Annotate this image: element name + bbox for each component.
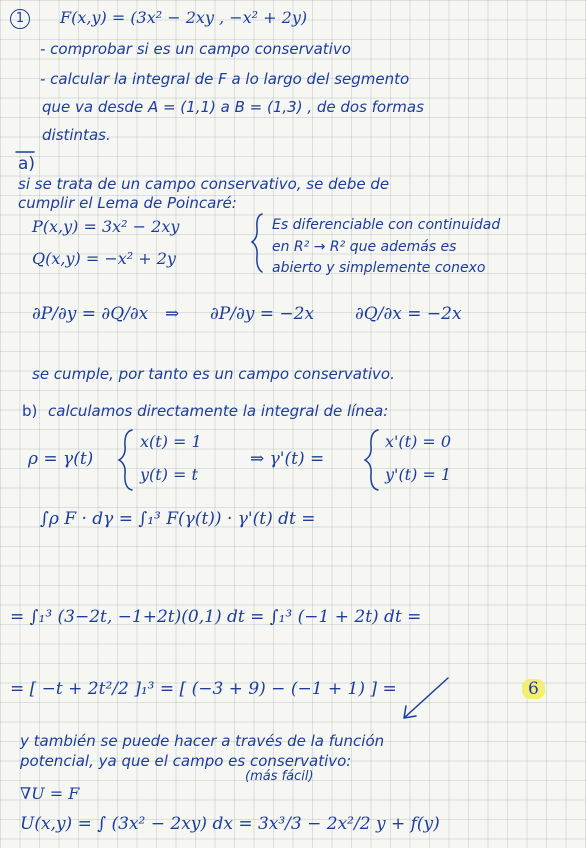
part-a-conclusion: se cumple, por tanto es un campo conservativo. <box>32 365 395 383</box>
evaluation-line: = [ −t + 2t²/2 ]₁³ = [ (−3 + 9) − (−1 + 1) ] = <box>10 679 397 699</box>
note-simply-connected: abierto y simplemente conexo <box>272 260 486 276</box>
param-lhs: ρ = γ(t) <box>28 449 94 469</box>
part-b-intro: calculamos directamente la integral de línea: <box>48 402 389 420</box>
result-value: 6 <box>522 679 545 699</box>
gradient-equation: ∇U = F <box>20 784 80 803</box>
dQ-dx: ∂Q/∂x = −2x <box>355 304 462 324</box>
task-integral: - calcular la integral de F a lo largo del segmento <box>40 70 410 88</box>
dP-dy: ∂P/∂y = −2x <box>210 304 315 324</box>
y-prime-of-t: y'(t) = 1 <box>385 465 452 484</box>
implies-arrow: ⇒ <box>165 304 180 324</box>
P-definition: P(x,y) = 3x² − 2xy <box>32 217 180 236</box>
y-of-t: y(t) = t <box>140 465 198 484</box>
problem-number-circled <box>10 8 30 29</box>
line-integral-substituted: = ∫₁³ (3−2t, −1+2t)(0,1) dt = ∫₁³ (−1 + 2t) dt = <box>10 607 422 627</box>
part-a-brace <box>252 214 262 272</box>
potential-integral: U(x,y) = ∫ (3x² − 2xy) dx = 3x³/3 − 2x²/2 y + f(y) <box>20 814 440 834</box>
param-left-brace <box>119 430 132 490</box>
part-a-intro-2: cumplir el Lema de Poincaré: <box>18 194 237 212</box>
line-integral-def: ∫ρ F · dγ = ∫₁³ F(γ(t)) · γ'(t) dt = <box>40 509 316 529</box>
task-conservative: - comprobar si es un campo conservativo <box>40 40 351 58</box>
gamma-prime: ⇒ γ'(t) = <box>250 449 325 469</box>
Q-definition: Q(x,y) = −x² + 2y <box>32 249 176 268</box>
alt-method-note: (más fácil) <box>245 769 314 784</box>
note-domain: en R² → R² que además es <box>272 239 457 255</box>
gamma-prime-brace <box>365 430 378 490</box>
alt-method-1: y también se puede hacer a través de la función <box>20 732 385 750</box>
poincare-condition: ∂P/∂y = ∂Q/∂x <box>32 304 149 324</box>
cancel-arrow <box>404 678 448 718</box>
function-definition: F(x,y) = (3x² − 2xy , −x² + 2y) <box>60 8 308 27</box>
task-integral-endpoints: que va desde A = (1,1) a B = (1,3) , de dos formas <box>42 98 424 116</box>
x-of-t: x(t) = 1 <box>140 432 202 451</box>
alt-method-2: potencial, ya que el campo es conservativo: <box>20 752 352 770</box>
x-prime-of-t: x'(t) = 0 <box>385 432 452 451</box>
result-highlighted <box>522 680 545 698</box>
part-b-label: b) <box>22 402 38 420</box>
note-differentiable: Es diferenciable con continuidad <box>272 217 501 233</box>
part-a-intro-1: si se trata de un campo conservativo, se debe de <box>18 175 390 193</box>
problem-number: 1 <box>10 9 30 29</box>
task-integral-end: distintas. <box>42 126 111 144</box>
part-a-label: a) <box>18 154 36 174</box>
